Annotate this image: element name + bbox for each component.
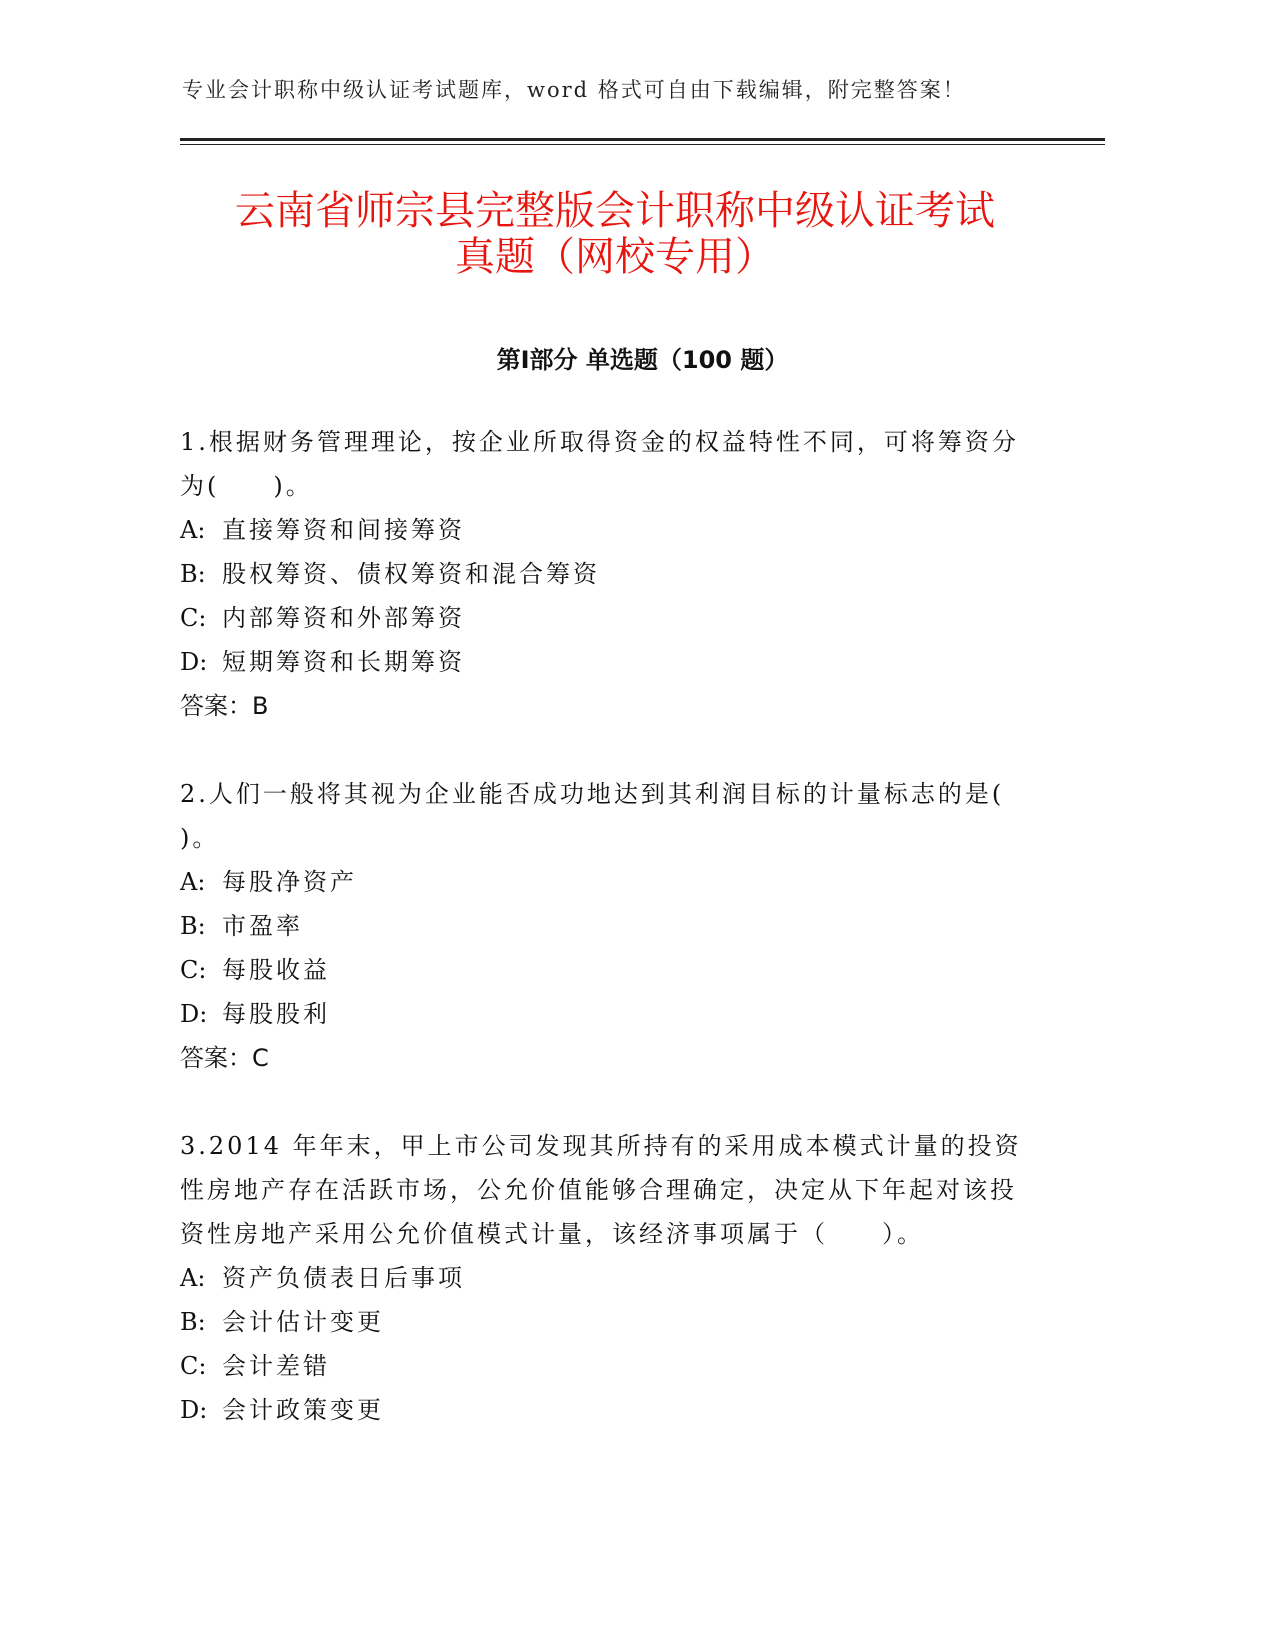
option-d xyxy=(180,640,1040,684)
option-text: 内部筹资和外部筹资 xyxy=(222,604,465,632)
question-stem: 3.2014 年年末，甲上市公司发现其所持有的采用成本模式计量的投资性房地产存在活跃市场，公允价值能够合理确定，决定从下年起对该投资性房地产采用公允价值模式计量，该经济事项属于（ ）。 xyxy=(180,1132,1022,1248)
option-a xyxy=(180,1256,1040,1300)
option-key: B: xyxy=(180,912,206,940)
question-list xyxy=(180,420,1040,1476)
option-text: 会计估计变更 xyxy=(222,1308,384,1336)
option-b xyxy=(180,904,1040,948)
option-a xyxy=(180,508,1040,552)
option-a xyxy=(180,860,1040,904)
option-key: A: xyxy=(180,868,206,896)
option-key: B: xyxy=(180,560,206,588)
question-1 xyxy=(180,420,1040,728)
option-b xyxy=(180,1300,1040,1344)
option-c xyxy=(180,948,1040,992)
question-3 xyxy=(180,1124,1040,1432)
option-key: A: xyxy=(180,516,206,544)
question-stem: 2.人们一般将其视为企业能否成功地达到其利润目标的计量标志的是( )。 xyxy=(180,780,1005,852)
option-text: 每股收益 xyxy=(222,956,330,984)
option-d xyxy=(180,992,1040,1036)
option-text: 股权筹资、债权筹资和混合筹资 xyxy=(222,560,600,588)
option-text: 市盈率 xyxy=(222,912,303,940)
option-d xyxy=(180,1388,1040,1432)
option-key: A: xyxy=(180,1264,206,1292)
option-c xyxy=(180,1344,1040,1388)
option-c xyxy=(180,596,1040,640)
option-text: 直接筹资和间接筹资 xyxy=(222,516,465,544)
option-text: 会计差错 xyxy=(222,1352,330,1380)
question-stem: 1.根据财务管理理论，按企业所取得资金的权益特性不同，可将筹资分为( )。 xyxy=(180,428,1019,500)
option-key: D: xyxy=(180,1396,208,1424)
option-text: 短期筹资和长期筹资 xyxy=(222,648,465,676)
option-b xyxy=(180,552,1040,596)
option-key: D: xyxy=(180,1000,208,1028)
option-text: 每股股利 xyxy=(222,1000,330,1028)
header-note: 专业会计职称中级认证考试题库，word 格式可自由下载编辑，附完整答案！ xyxy=(182,78,966,102)
header-divider xyxy=(180,138,1105,141)
answer-label: 答案：B xyxy=(180,692,269,720)
option-text: 会计政策变更 xyxy=(222,1396,384,1424)
document-title-line-1: 云南省师宗县完整版会计职称中级认证考试 xyxy=(235,188,995,234)
option-key: D: xyxy=(180,648,208,676)
option-text: 资产负债表日后事项 xyxy=(222,1264,465,1292)
option-key: C: xyxy=(180,956,207,984)
section-title: 第Ⅰ部分 单选题（100 题） xyxy=(496,346,789,374)
document-title-line-2: 真题（网校专用） xyxy=(455,234,775,280)
question-2 xyxy=(180,772,1040,1080)
header-divider-thin xyxy=(180,144,1105,145)
option-text: 每股净资产 xyxy=(222,868,357,896)
option-key: C: xyxy=(180,604,207,632)
answer-label: 答案：C xyxy=(180,1044,269,1072)
document-title xyxy=(150,188,1080,280)
option-key: C: xyxy=(180,1352,207,1380)
option-key: B: xyxy=(180,1308,206,1336)
